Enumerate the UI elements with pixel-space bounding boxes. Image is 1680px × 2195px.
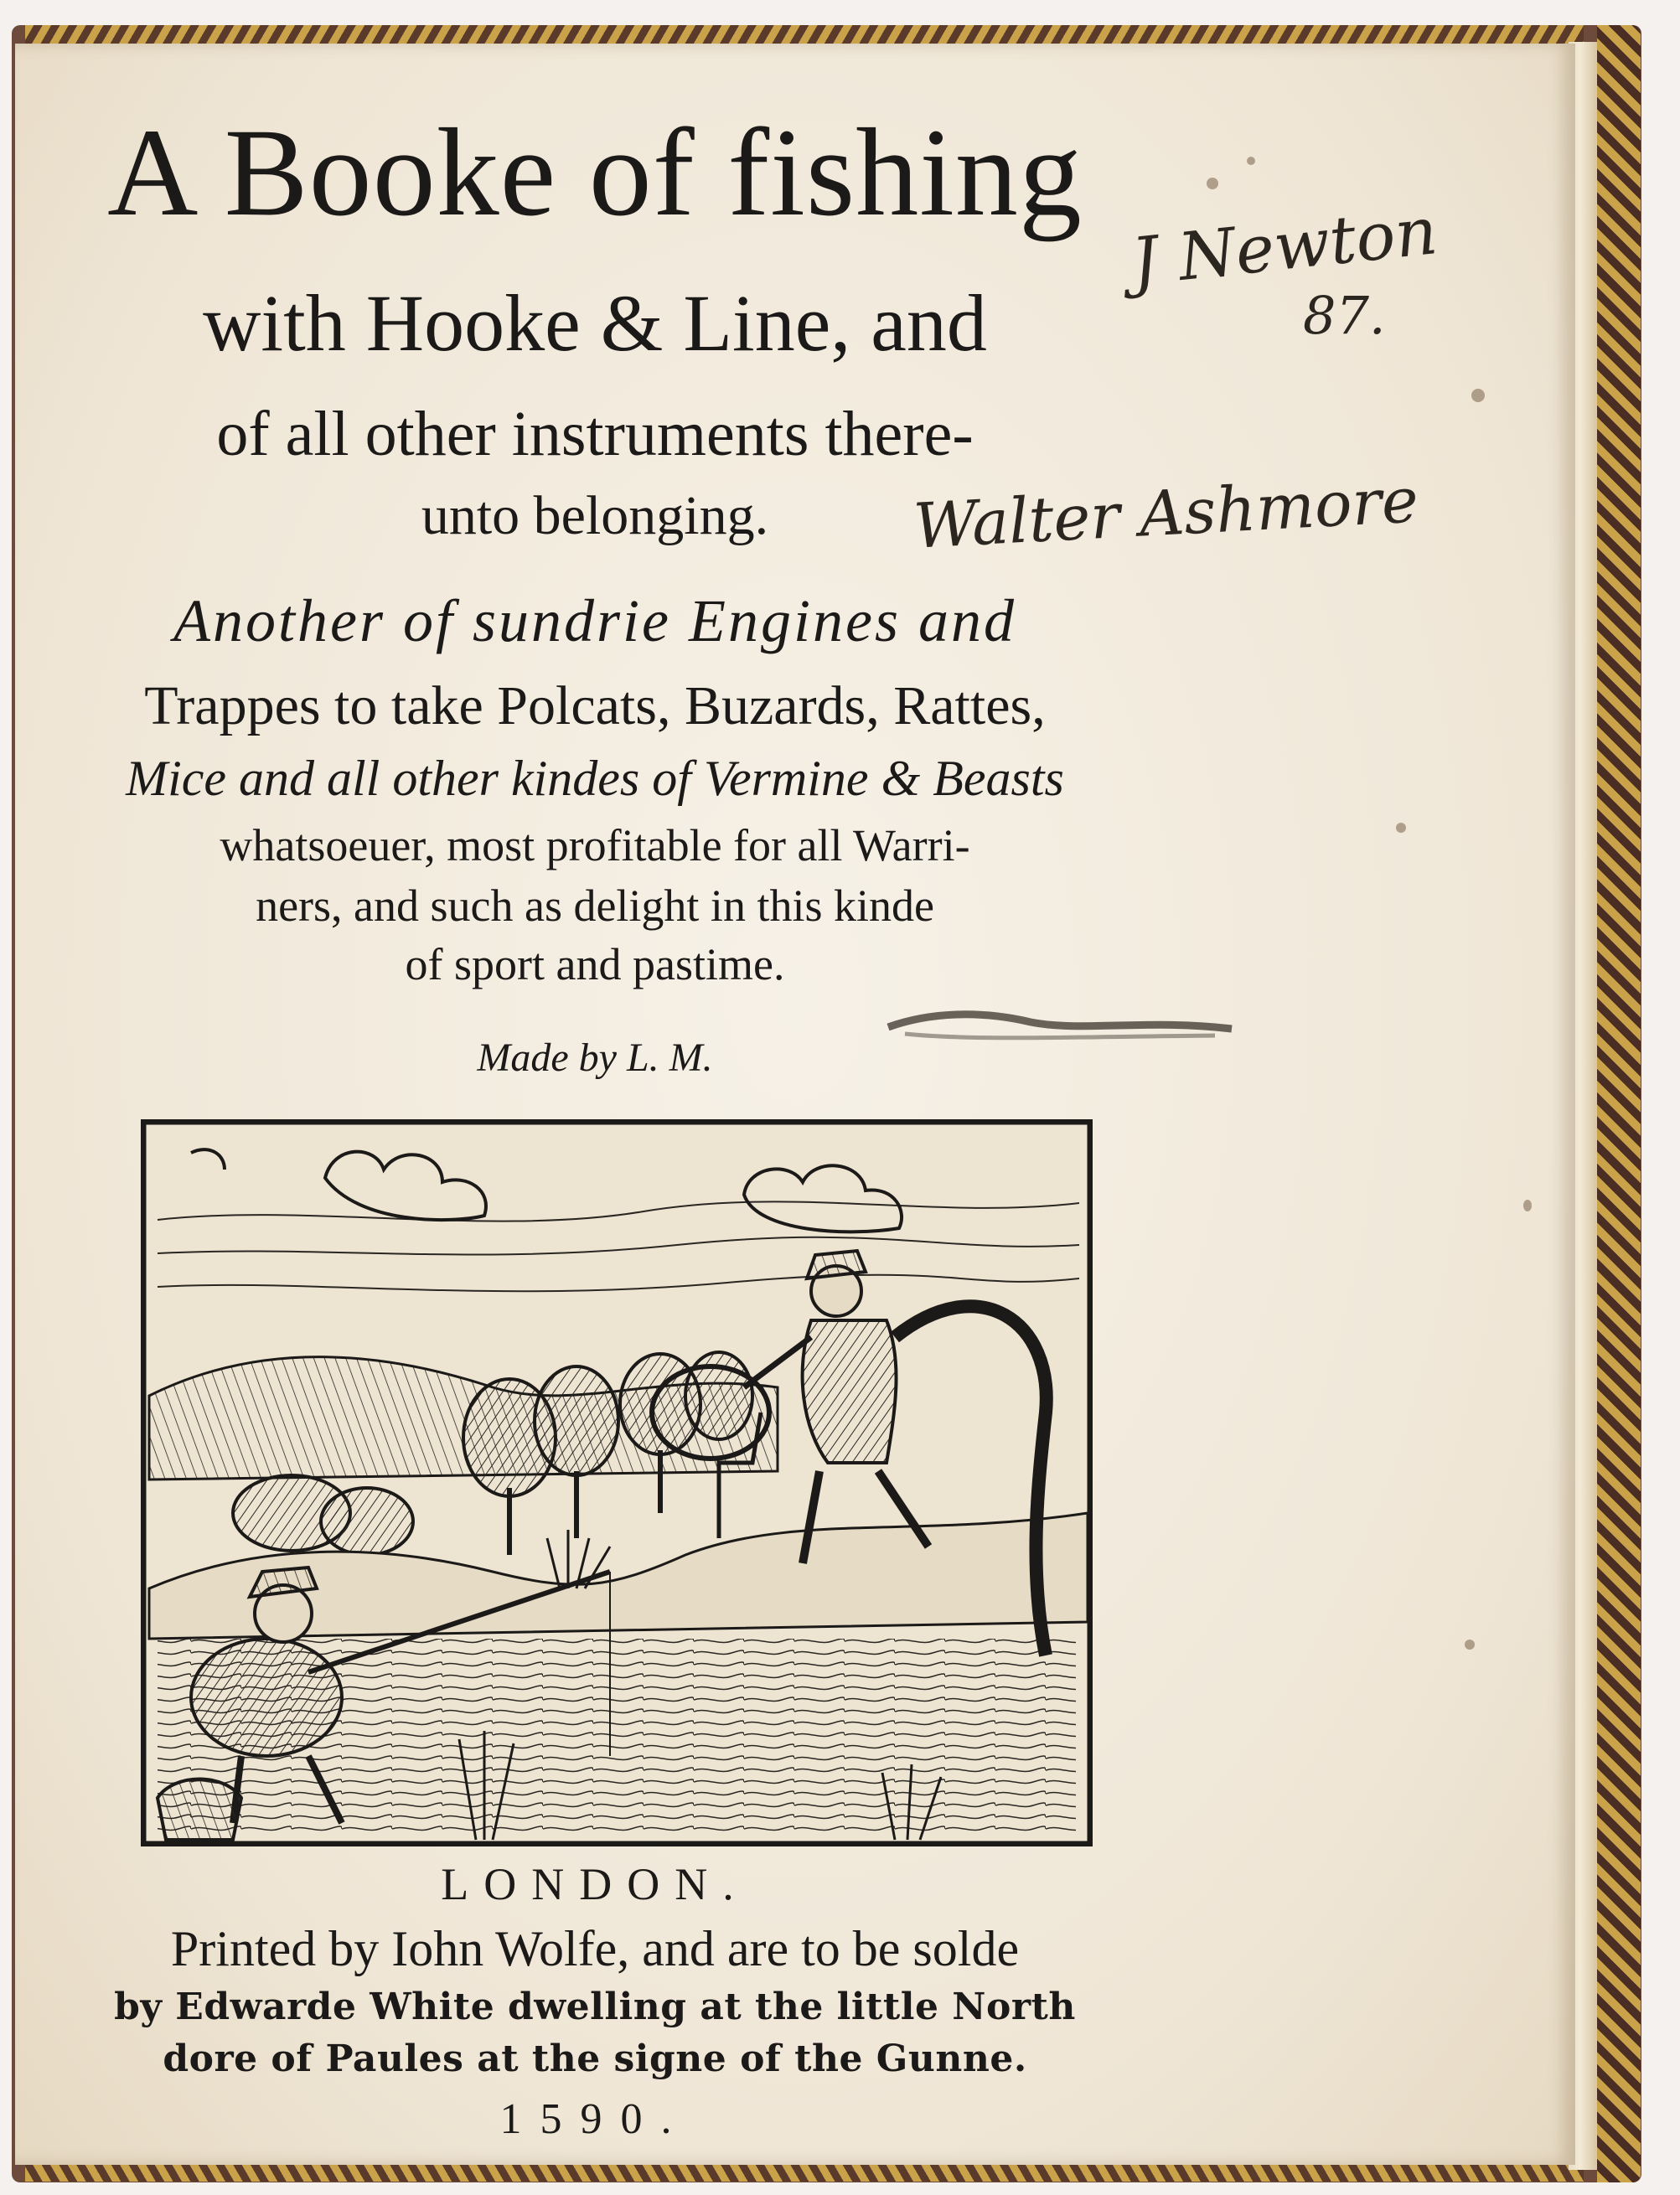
title-line-4: unto belonging. [421,485,769,546]
foxing-spot [1465,1640,1475,1650]
foxing-spot [1396,823,1406,833]
foxing-spot [1471,389,1485,402]
title-line-1: A Booke of fishing [107,103,1083,242]
imprint-seller-line-2: dore of Paules at the signe of the Gunne. [163,2037,1027,2080]
handwritten-signature: J Newton [1128,194,1441,301]
imprint-printer: Printed by Iohn Wolfe, and are to be solde [170,1921,1020,1976]
title-line-2: with Hooke & Line, and [203,278,987,368]
handwritten-signature: Walter Ashmore [912,464,1420,563]
woodcut-illustration [141,1119,1093,1846]
handwritten-number: 87. [1303,285,1386,346]
imprint-seller-line-1: by Edwarde White dwelling at the little North [114,1986,1076,2028]
subtitle-line-4: whatsoeuer, most profitable for all Warri- [220,820,970,870]
subtitle-line-2: Trappes to take Polcats, Buzards, Rattes, [144,675,1046,736]
foxing-spot [1523,1200,1532,1211]
imprint-city: LONDON. [441,1859,749,1909]
ink-smudge [880,1004,1240,1047]
author-line: Made by L. M. [477,1036,713,1080]
gilt-border-right [1597,25,1641,2182]
subtitle-line-6: of sport and pastime. [405,939,785,989]
title-line-3: of all other instruments there- [216,399,974,469]
subtitle-line-5: ners, and such as delight in this kinde [256,881,934,931]
foxing-spot [1247,157,1255,165]
foxing-spot [1207,178,1218,189]
subtitle-line-1: Another of sundrie Engines and [173,587,1016,654]
subtitle-line-3: Mice and all other kindes of Vermine & Beasts [126,751,1064,806]
imprint-year: 1590. [499,2095,690,2143]
